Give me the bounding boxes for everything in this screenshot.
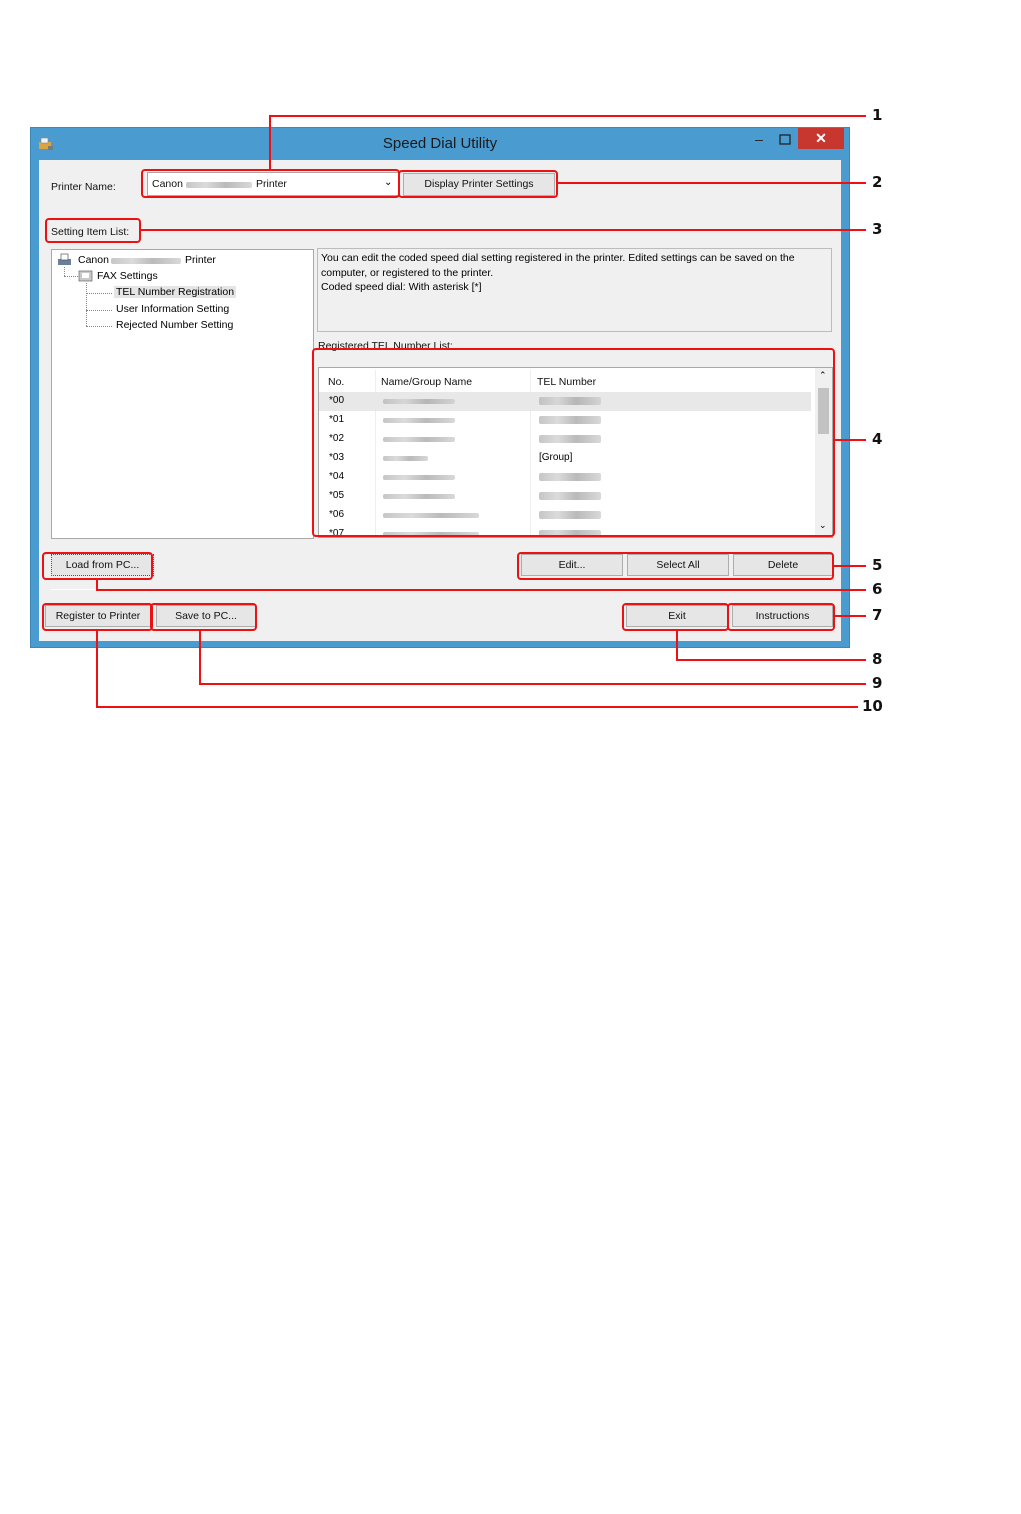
maximize-icon — [779, 134, 791, 145]
column-name[interactable]: Name/Group Name — [381, 376, 473, 388]
save-to-pc-button[interactable]: Save to PC... — [156, 605, 256, 627]
setting-item-tree[interactable] — [51, 249, 314, 539]
printer-icon — [57, 253, 73, 267]
close-button[interactable]: ✕ — [798, 128, 844, 149]
minimize-button[interactable]: – — [755, 131, 763, 147]
tree-root-prefix[interactable]: Canon — [78, 254, 109, 266]
exit-button[interactable]: Exit — [626, 605, 728, 627]
row-no: *02 — [329, 433, 345, 444]
callout-box-5 — [517, 552, 834, 580]
setting-item-list-label: Setting Item List: — [51, 226, 130, 238]
callout-box-6 — [42, 552, 153, 580]
callout-box-10 — [42, 603, 153, 631]
column-no[interactable]: No. — [328, 376, 345, 388]
callout-number: 9 — [872, 674, 883, 692]
instructions-button[interactable]: Instructions — [732, 605, 833, 627]
tree-rejected-number-setting[interactable]: Rejected Number Setting — [116, 319, 234, 331]
callout-box-1 — [141, 169, 400, 198]
column-tel[interactable]: TEL Number — [537, 376, 597, 388]
callout-number: 5 — [872, 556, 883, 574]
callout-box-9 — [150, 603, 257, 631]
callout-number: 6 — [872, 580, 883, 598]
row-no: *04 — [329, 471, 345, 482]
load-from-pc-button[interactable]: Load from PC... — [51, 554, 154, 576]
row-tel: [Group] — [539, 452, 573, 463]
tree-tel-number-registration[interactable]: TEL Number Registration — [116, 286, 235, 298]
callout-number: 10 — [862, 697, 883, 715]
fax-icon — [78, 269, 94, 283]
callout-number: 1 — [872, 106, 883, 124]
scroll-up-icon[interactable]: ⌃ — [819, 370, 827, 380]
register-to-printer-button[interactable]: Register to Printer — [45, 605, 151, 627]
row-no: *01 — [329, 414, 345, 425]
description-line-2: computer, or registered to the printer. — [321, 266, 494, 279]
printer-select-prefix: Canon — [152, 178, 183, 190]
maximize-button[interactable] — [774, 130, 796, 150]
delete-button[interactable]: Delete — [733, 554, 833, 576]
callout-box-4 — [312, 348, 835, 537]
callout-box-8 — [622, 603, 729, 631]
row-no: *00 — [329, 395, 345, 406]
callout-box-2 — [398, 170, 558, 198]
printer-name-label: Printer Name: — [51, 181, 116, 193]
tree-fax-settings[interactable]: FAX Settings — [97, 270, 158, 282]
tel-list-label: Registered TEL Number List: — [318, 340, 453, 352]
callout-box-3 — [45, 218, 141, 243]
select-all-button[interactable]: Select All — [627, 554, 729, 576]
callout-box-7 — [727, 603, 835, 631]
chevron-down-icon: ⌄ — [384, 177, 393, 188]
callout-number: 3 — [872, 220, 883, 238]
callout-number: 8 — [872, 650, 883, 668]
edit-button[interactable]: Edit... — [521, 554, 623, 576]
row-no: *07 — [329, 528, 345, 538]
row-no: *06 — [329, 509, 345, 520]
redacted-model — [111, 258, 181, 264]
row-no: *05 — [329, 490, 345, 501]
display-printer-settings-button[interactable]: Display Printer Settings — [403, 173, 555, 196]
window-title: Speed Dial Utility — [382, 135, 498, 152]
callout-number: 7 — [872, 606, 883, 624]
tree-root-suffix: Printer — [185, 254, 216, 266]
description-line-1: You can edit the coded speed dial setting registered in the printer. Edited settings can be saved on the — [321, 252, 795, 264]
description-text — [317, 248, 832, 332]
title-bar[interactable] — [31, 128, 849, 160]
printer-select-suffix: Printer — [256, 178, 287, 190]
scroll-down-icon[interactable]: ⌄ — [819, 520, 827, 530]
tree-user-information-setting[interactable]: User Information Setting — [116, 303, 230, 315]
callout-number: 4 — [872, 430, 883, 448]
row-no: *03 — [329, 452, 345, 463]
description-line-3: Coded speed dial: With asterisk [*] — [321, 281, 482, 293]
callout-number: 2 — [872, 173, 883, 191]
